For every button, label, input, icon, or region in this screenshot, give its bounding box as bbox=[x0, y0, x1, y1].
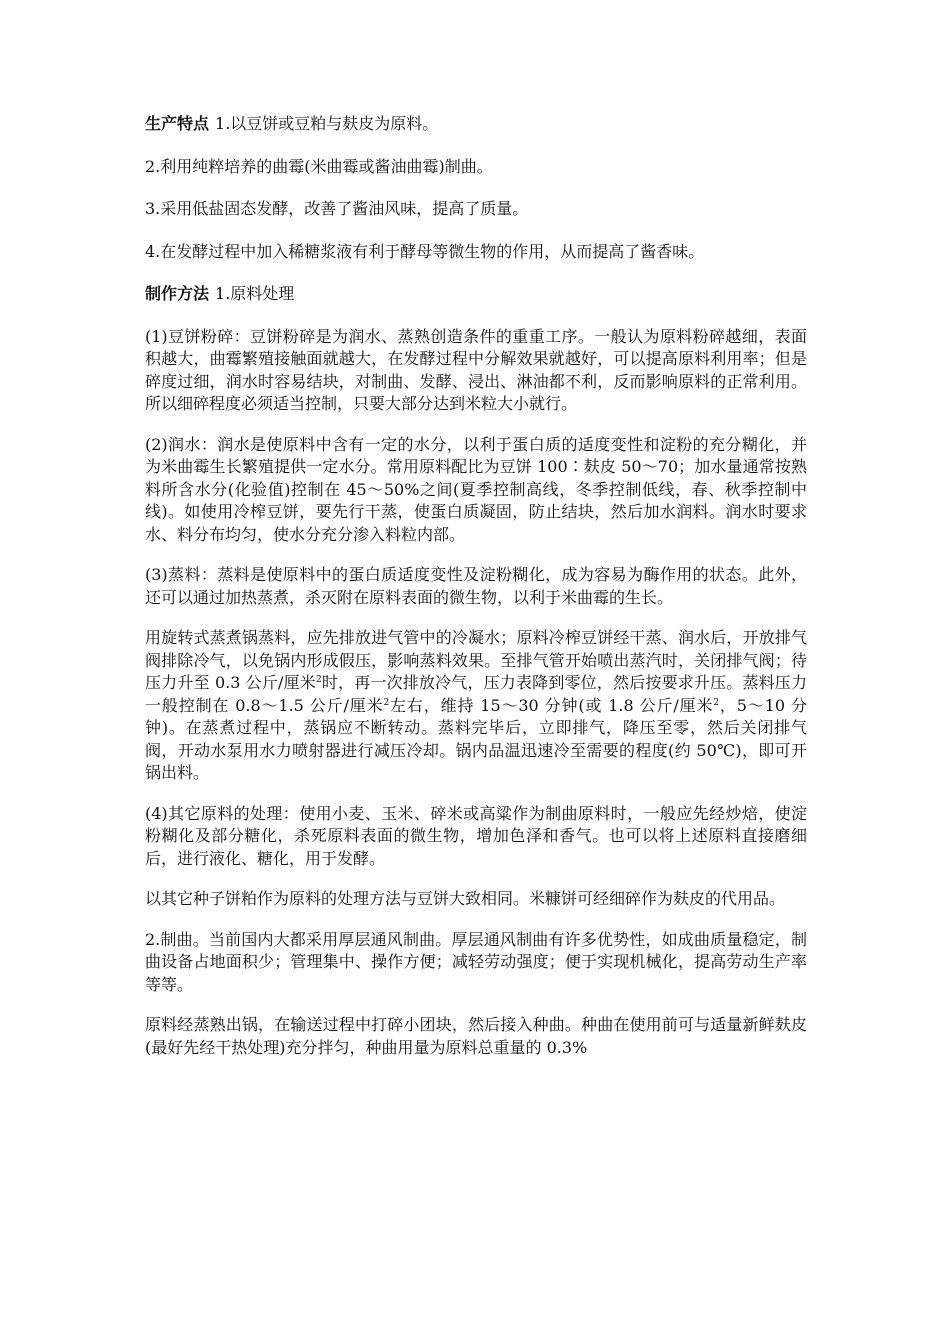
rotary-text-c: 左右，维持 15～30 分钟(或 1.8 公斤/厘米 bbox=[389, 695, 714, 715]
rotary-text-b: 时，再一次排放冷气，压力表降到零位，然后按要求升压。蒸料压力一般控制在 0.8～1.5 公斤/厘米 bbox=[145, 673, 807, 715]
production-item-1: 1.以豆饼或豆粕与麸皮为原料。 bbox=[215, 114, 439, 133]
production-item-3: 3.采用低盐固态发酵，改善了酱油风味，提高了质量。 bbox=[145, 199, 529, 218]
production-item-2: 2.利用纯粹培养的曲霉(米曲霉或酱油曲霉)制曲。 bbox=[145, 156, 493, 176]
paragraph-other-seed-cakes: 以其它种子饼粕作为原料的处理方法与豆饼大致相同。米糠饼可经细碎作为麸皮的代用品。 bbox=[145, 889, 786, 908]
method-intro: 1.原料处理 bbox=[215, 284, 295, 303]
method-heading: 制作方法 bbox=[145, 284, 210, 303]
superscript-2: 2 bbox=[315, 675, 322, 685]
paragraph-inoculation: 原料经蒸熟出锅，在输送过程中打碎小团块，然后接入种曲。种曲在使用前可与适量新鲜麸皮(最好先经干热处理)充分拌匀，种曲用量为原料总重量的 0.3% bbox=[145, 1015, 807, 1057]
production-item-4: 4.在发酵过程中加入稀糖浆液有利于酵母等微生物的作用，从而提高了酱香味。 bbox=[145, 241, 705, 261]
paragraph-moistening: (2)润水：润水是使原料中含有一定的水分，以利于蛋白质的适度变性和淀粉的充分糊化，并为米曲霉生长繁殖提供一定水分。常用原料配比为豆饼 100∶麸皮 50～70；加水量通常按熟料所含水分(化验值)控制在 45～50%之间(夏季控制高线，冬季控制低线，春、秋季控制中线)。如使用冷榨豆饼，要先行干蒸，使蛋白质凝固，防止结块，然后加水润料。润水时要求水、料分布均匀，使水分充分渗入料粒内部。 bbox=[145, 434, 807, 544]
rotary-text-d: ，5～10 分钟)。在蒸煮过程中，蒸锅应不断转动。蒸料完毕后，立即排气，降压至零，然后关闭排气阀，开动水泵用水力喷射器进行减压冷却。锅内品温迅速冷至需要的程度(约 50℃)，即可开锅出料。 bbox=[145, 695, 807, 782]
superscript-2: 2 bbox=[383, 697, 390, 708]
paragraph-other-materials: (4)其它原料的处理：使用小麦、玉米、碎米或高粱作为制曲原料时，一般应先经炒焙，使淀粉糊化及部分糖化，杀死原料表面的微生物，增加色泽和香气。也可以将上述原料直接磨细后，进行液化、糖化，用于发酵。 bbox=[145, 803, 807, 868]
rotary-text-a: 用旋转式蒸煮锅蒸料，应先排放进气管中的冷凝水；原料冷榨豆饼经干蒸、润水后，开放排气阀排除冷气，以免锅内形成假压，影响蒸料效果。至排气管开始喷出蒸汽时，关闭排气阀；待压力升至 0.3 公斤/厘米 bbox=[145, 628, 807, 692]
paragraph-soybean-crushing: (1)豆饼粉碎：豆饼粉碎是为润水、蒸熟创造条件的重重工序。一般认为原料粉碎越细，表面积越大，曲霉繁殖接触面就越大，在发酵过程中分解效果就越好，可以提高原料利用率；但是碎度过细，润水时容易结块，对制曲、发酵、浸出、淋油都不利，反而影响原料的正常利用。所以细碎程度必须适当控制，只要大部分达到米粒大小就行。 bbox=[145, 326, 807, 413]
document-page bbox=[145, 113, 807, 1077]
method-line bbox=[145, 283, 807, 306]
superscript-2: 2 bbox=[713, 697, 720, 708]
production-features-line bbox=[145, 113, 807, 136]
paragraph-rotary-cooker bbox=[145, 627, 807, 785]
paragraph-koji-making: 2.制曲。当前国内大都采用厚层通风制曲。厚层通风制曲有许多优势性，如成曲质量稳定，制曲设备占地面积少；管理集中、操作方便；减轻劳动强度；便于实现机械化，提高劳动生产率等等。 bbox=[145, 929, 807, 994]
production-features-heading: 生产特点 bbox=[145, 114, 210, 133]
paragraph-steaming: (3)蒸料：蒸料是使原料中的蛋白质适度变性及淀粉糊化，成为容易为酶作用的状态。此外，还可以通过加热蒸煮，杀灭附在原料表面的微生物，以利于米曲霉的生长。 bbox=[145, 565, 807, 607]
